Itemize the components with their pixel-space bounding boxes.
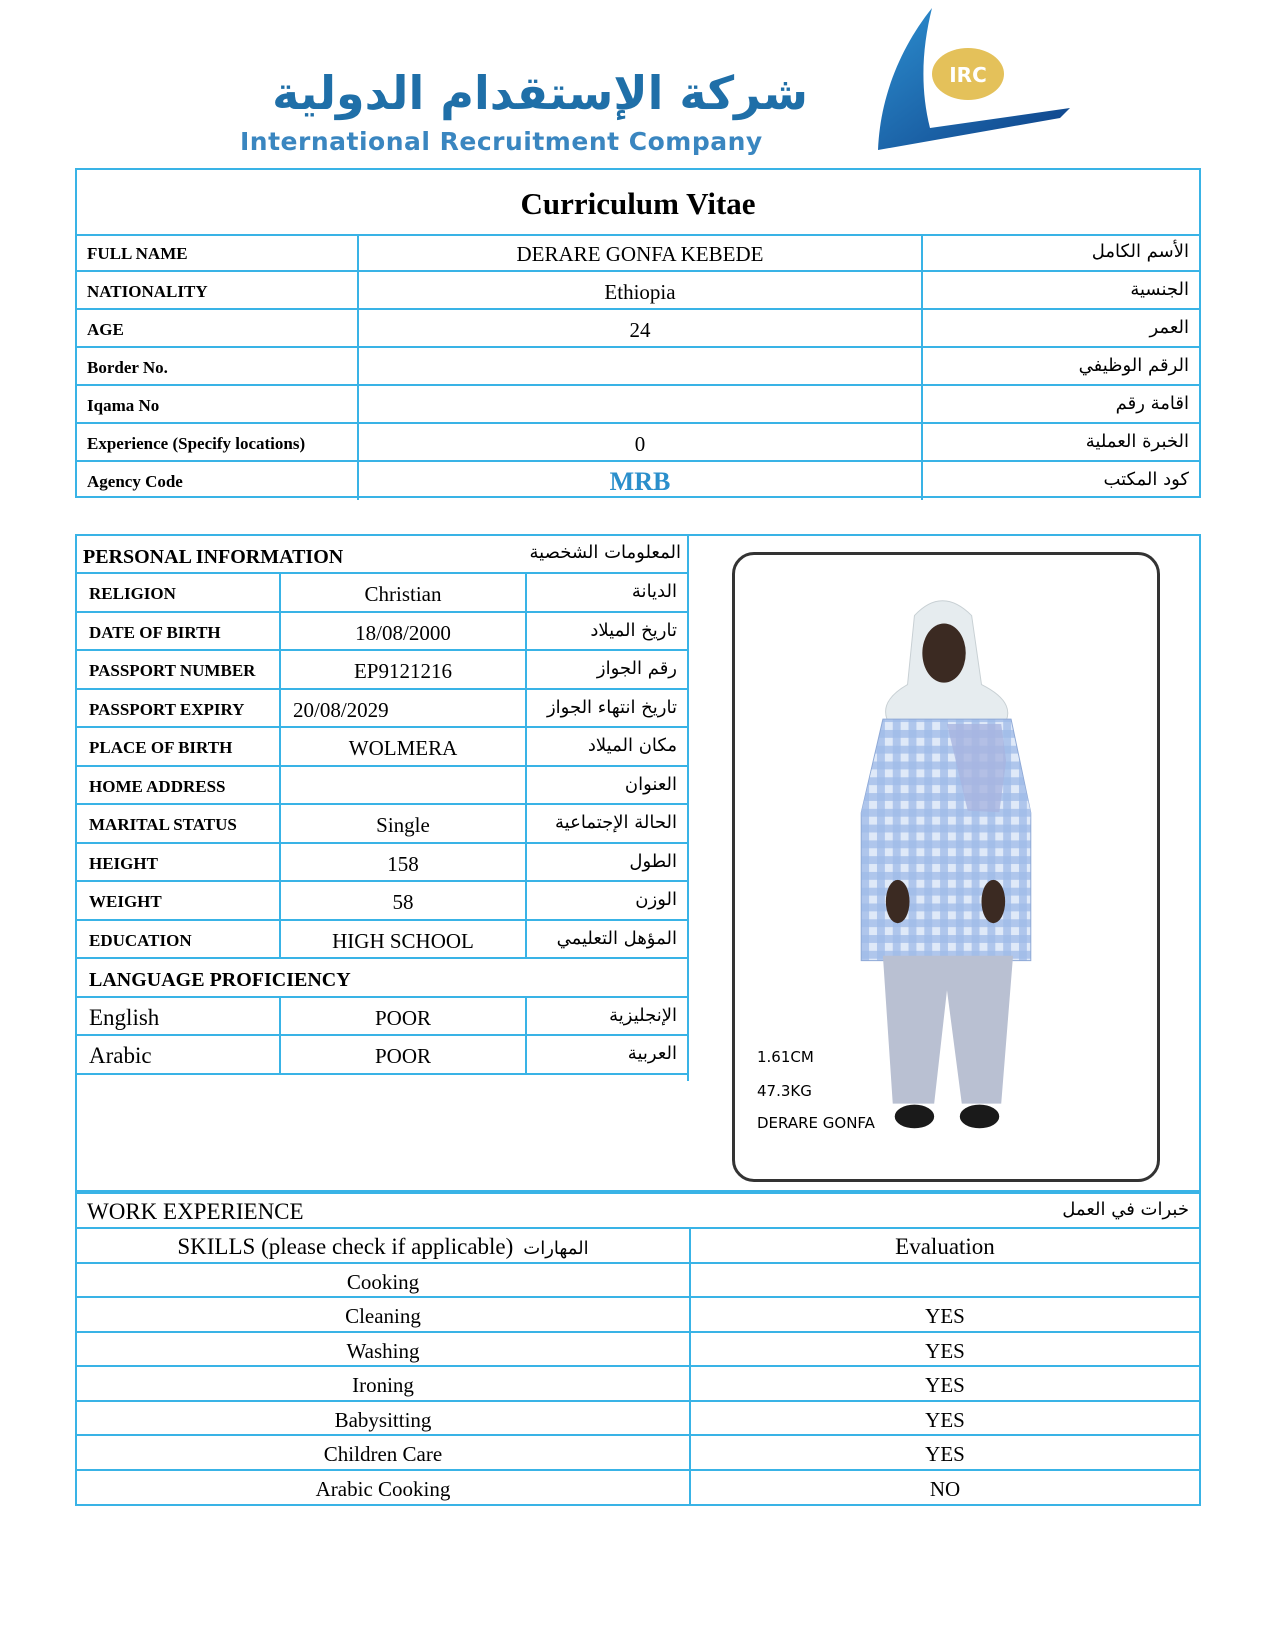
company-logo [240, 8, 1100, 158]
pi-label-en: MARITAL STATUS [77, 805, 281, 842]
photo-caption-name: DERARE GONFA [757, 1114, 875, 1132]
skill-evaluation [691, 1264, 1199, 1297]
cv-value [359, 348, 923, 384]
cv-label-ar: الخبرة العملية [1085, 431, 1189, 452]
skill-evaluation: YES [925, 1373, 965, 1397]
pi-row-education [77, 921, 687, 960]
work-experience-header [77, 1192, 1199, 1229]
pi-row-place-of-birth [77, 728, 687, 767]
pi-row-passport-expiry [77, 690, 687, 729]
pi-value: WOLMERA [281, 728, 527, 765]
skills-header-en: SKILLS (please check if applicable) [177, 1234, 514, 1259]
pi-label-en: PLACE OF BIRTH [77, 728, 281, 765]
cv-label-en: Iqama No [77, 386, 359, 422]
skill-name: Babysitting [77, 1402, 691, 1435]
photo-caption-height: 1.61CM [757, 1048, 814, 1066]
cv-label-en: Border No. [77, 348, 359, 384]
pi-label-ar: رقم الجواز [596, 658, 677, 679]
cv-value: 24 [359, 310, 923, 346]
pi-value: 18/08/2000 [281, 613, 527, 650]
pi-value: 58 [281, 882, 527, 919]
cv-label-en: Experience (Specify locations) [77, 424, 359, 460]
skill-evaluation: YES [925, 1304, 965, 1328]
language-level: POOR [281, 998, 527, 1035]
skill-name: Arabic Cooking [77, 1471, 691, 1506]
pi-label-ar: مكان الميلاد [587, 735, 677, 756]
skill-row-babysitting [77, 1402, 1199, 1437]
language-name: English [77, 998, 281, 1035]
personal-info-title-en: PERSONAL INFORMATION [83, 546, 344, 568]
skills-header-ar: المهارات [523, 1238, 589, 1259]
logo-english-text: International Recruitment Company [240, 127, 763, 156]
pi-label-ar: تاريخ انتهاء الجواز [546, 696, 677, 718]
cv-row-nationality [77, 272, 1199, 310]
pi-label-en: PASSPORT EXPIRY [77, 690, 281, 727]
language-name: Arabic [77, 1036, 281, 1073]
pi-row-date-of-birth [77, 613, 687, 652]
pi-value: 158 [281, 844, 527, 881]
cv-label-en: Agency Code [77, 462, 359, 500]
pi-label-en: EDUCATION [77, 921, 281, 958]
skill-evaluation: YES [925, 1442, 965, 1466]
cv-row-agency-code [77, 462, 1199, 500]
cv-value: Ethiopia [359, 272, 923, 308]
skill-name: Cleaning [77, 1298, 691, 1331]
pi-value [281, 767, 527, 804]
cv-row-full-name [77, 234, 1199, 272]
pi-row-height [77, 844, 687, 883]
logo-emblem-icon [860, 8, 1100, 158]
pi-label-en: HOME ADDRESS [77, 767, 281, 804]
evaluation-header: Evaluation [895, 1234, 995, 1259]
pi-row-home-address [77, 767, 687, 806]
skill-evaluation: NO [929, 1476, 961, 1501]
skill-name: Cooking [77, 1264, 691, 1297]
skill-row-ironing [77, 1367, 1199, 1402]
skills-table-header [77, 1229, 1199, 1264]
work-experience-title-en: WORK EXPERIENCE [87, 1199, 304, 1224]
skills-section [75, 1192, 1201, 1506]
cv-value: DERARE GONFA KEBEDE [359, 234, 923, 270]
pi-label-ar: العنوان [624, 773, 677, 795]
skill-row-washing [77, 1333, 1199, 1368]
pi-label-ar: تاريخ الميلاد [590, 619, 677, 641]
pi-label-ar: الديانة [631, 581, 677, 602]
skill-evaluation: YES [925, 1338, 965, 1363]
agency-code-value: MRB [359, 462, 923, 500]
pi-value: Single [281, 805, 527, 842]
pi-value: EP9121216 [281, 651, 527, 688]
pi-row-language-arabic [77, 1036, 687, 1075]
language-name-ar: العربية [627, 1043, 677, 1064]
pi-row-marital-status [77, 805, 687, 844]
cv-value: 0 [359, 424, 923, 460]
skill-name: Children Care [77, 1436, 691, 1469]
skill-name: Washing [77, 1333, 691, 1366]
skills-header-label [77, 1229, 691, 1262]
skill-row-arabic-cooking [77, 1471, 1199, 1506]
photo-caption-weight: 47.3KG [757, 1082, 812, 1100]
cv-row-iqama-no [77, 386, 1199, 424]
language-level: POOR [281, 1036, 527, 1073]
skill-name: Ironing [77, 1367, 691, 1400]
cv-label-ar: العمر [1149, 317, 1189, 338]
cv-label-en: NATIONALITY [77, 272, 359, 308]
personal-information-table [77, 536, 689, 1081]
cv-summary-table [75, 168, 1201, 498]
skill-row-cooking [77, 1264, 1199, 1299]
pi-label-en: WEIGHT [77, 882, 281, 919]
skill-row-children-care [77, 1436, 1199, 1471]
skill-row-cleaning [77, 1298, 1199, 1333]
cv-row-experience [77, 424, 1199, 462]
language-proficiency-title: LANGUAGE PROFICIENCY [77, 959, 687, 998]
cv-label-ar: اقامة رقم [1115, 393, 1189, 414]
cv-label-en: AGE [77, 310, 359, 346]
cv-label-ar: كود المكتب [1103, 469, 1189, 490]
skill-evaluation: YES [925, 1407, 965, 1432]
candidate-photo [732, 552, 1160, 1182]
pi-row-language-english [77, 998, 687, 1037]
personal-information-section [75, 534, 1201, 1192]
personal-info-title-ar: المعلومات الشخصية [529, 542, 681, 563]
work-experience-title-ar: خبرات في العمل [1062, 1199, 1189, 1220]
pi-row-weight [77, 882, 687, 921]
cv-title: Curriculum Vitae [77, 170, 1199, 236]
cv-label-en: FULL NAME [77, 234, 359, 270]
pi-label-en: RELIGION [77, 574, 281, 611]
pi-value: Christian [281, 574, 527, 611]
pi-row-passport-number [77, 651, 687, 690]
cv-label-ar: الأسم الكامل [1091, 241, 1189, 262]
personal-info-header [77, 536, 687, 574]
cv-row-age [77, 310, 1199, 348]
pi-label-en: HEIGHT [77, 844, 281, 881]
logo-badge-text: IRC [949, 63, 987, 87]
pi-label-ar: الطول [629, 850, 677, 872]
cv-label-ar: الرقم الوظيفي [1078, 355, 1189, 376]
pi-label-ar: الحالة الإجتماعية [555, 812, 677, 833]
pi-label-ar: الوزن [635, 889, 677, 910]
cv-row-border-no [77, 348, 1199, 386]
pi-label-en: PASSPORT NUMBER [77, 651, 281, 688]
language-name-ar: الإنجليزية [609, 1004, 677, 1026]
cv-value [359, 386, 923, 422]
logo-arabic-text: شركة الإستقدام الدولية [272, 66, 808, 120]
pi-value: 20/08/2029 [281, 690, 527, 727]
pi-label-en: DATE OF BIRTH [77, 613, 281, 650]
pi-row-religion [77, 574, 687, 613]
pi-label-ar: المؤهل التعليمي [556, 927, 677, 949]
pi-value: HIGH SCHOOL [281, 921, 527, 958]
cv-label-ar: الجنسية [1130, 279, 1189, 300]
